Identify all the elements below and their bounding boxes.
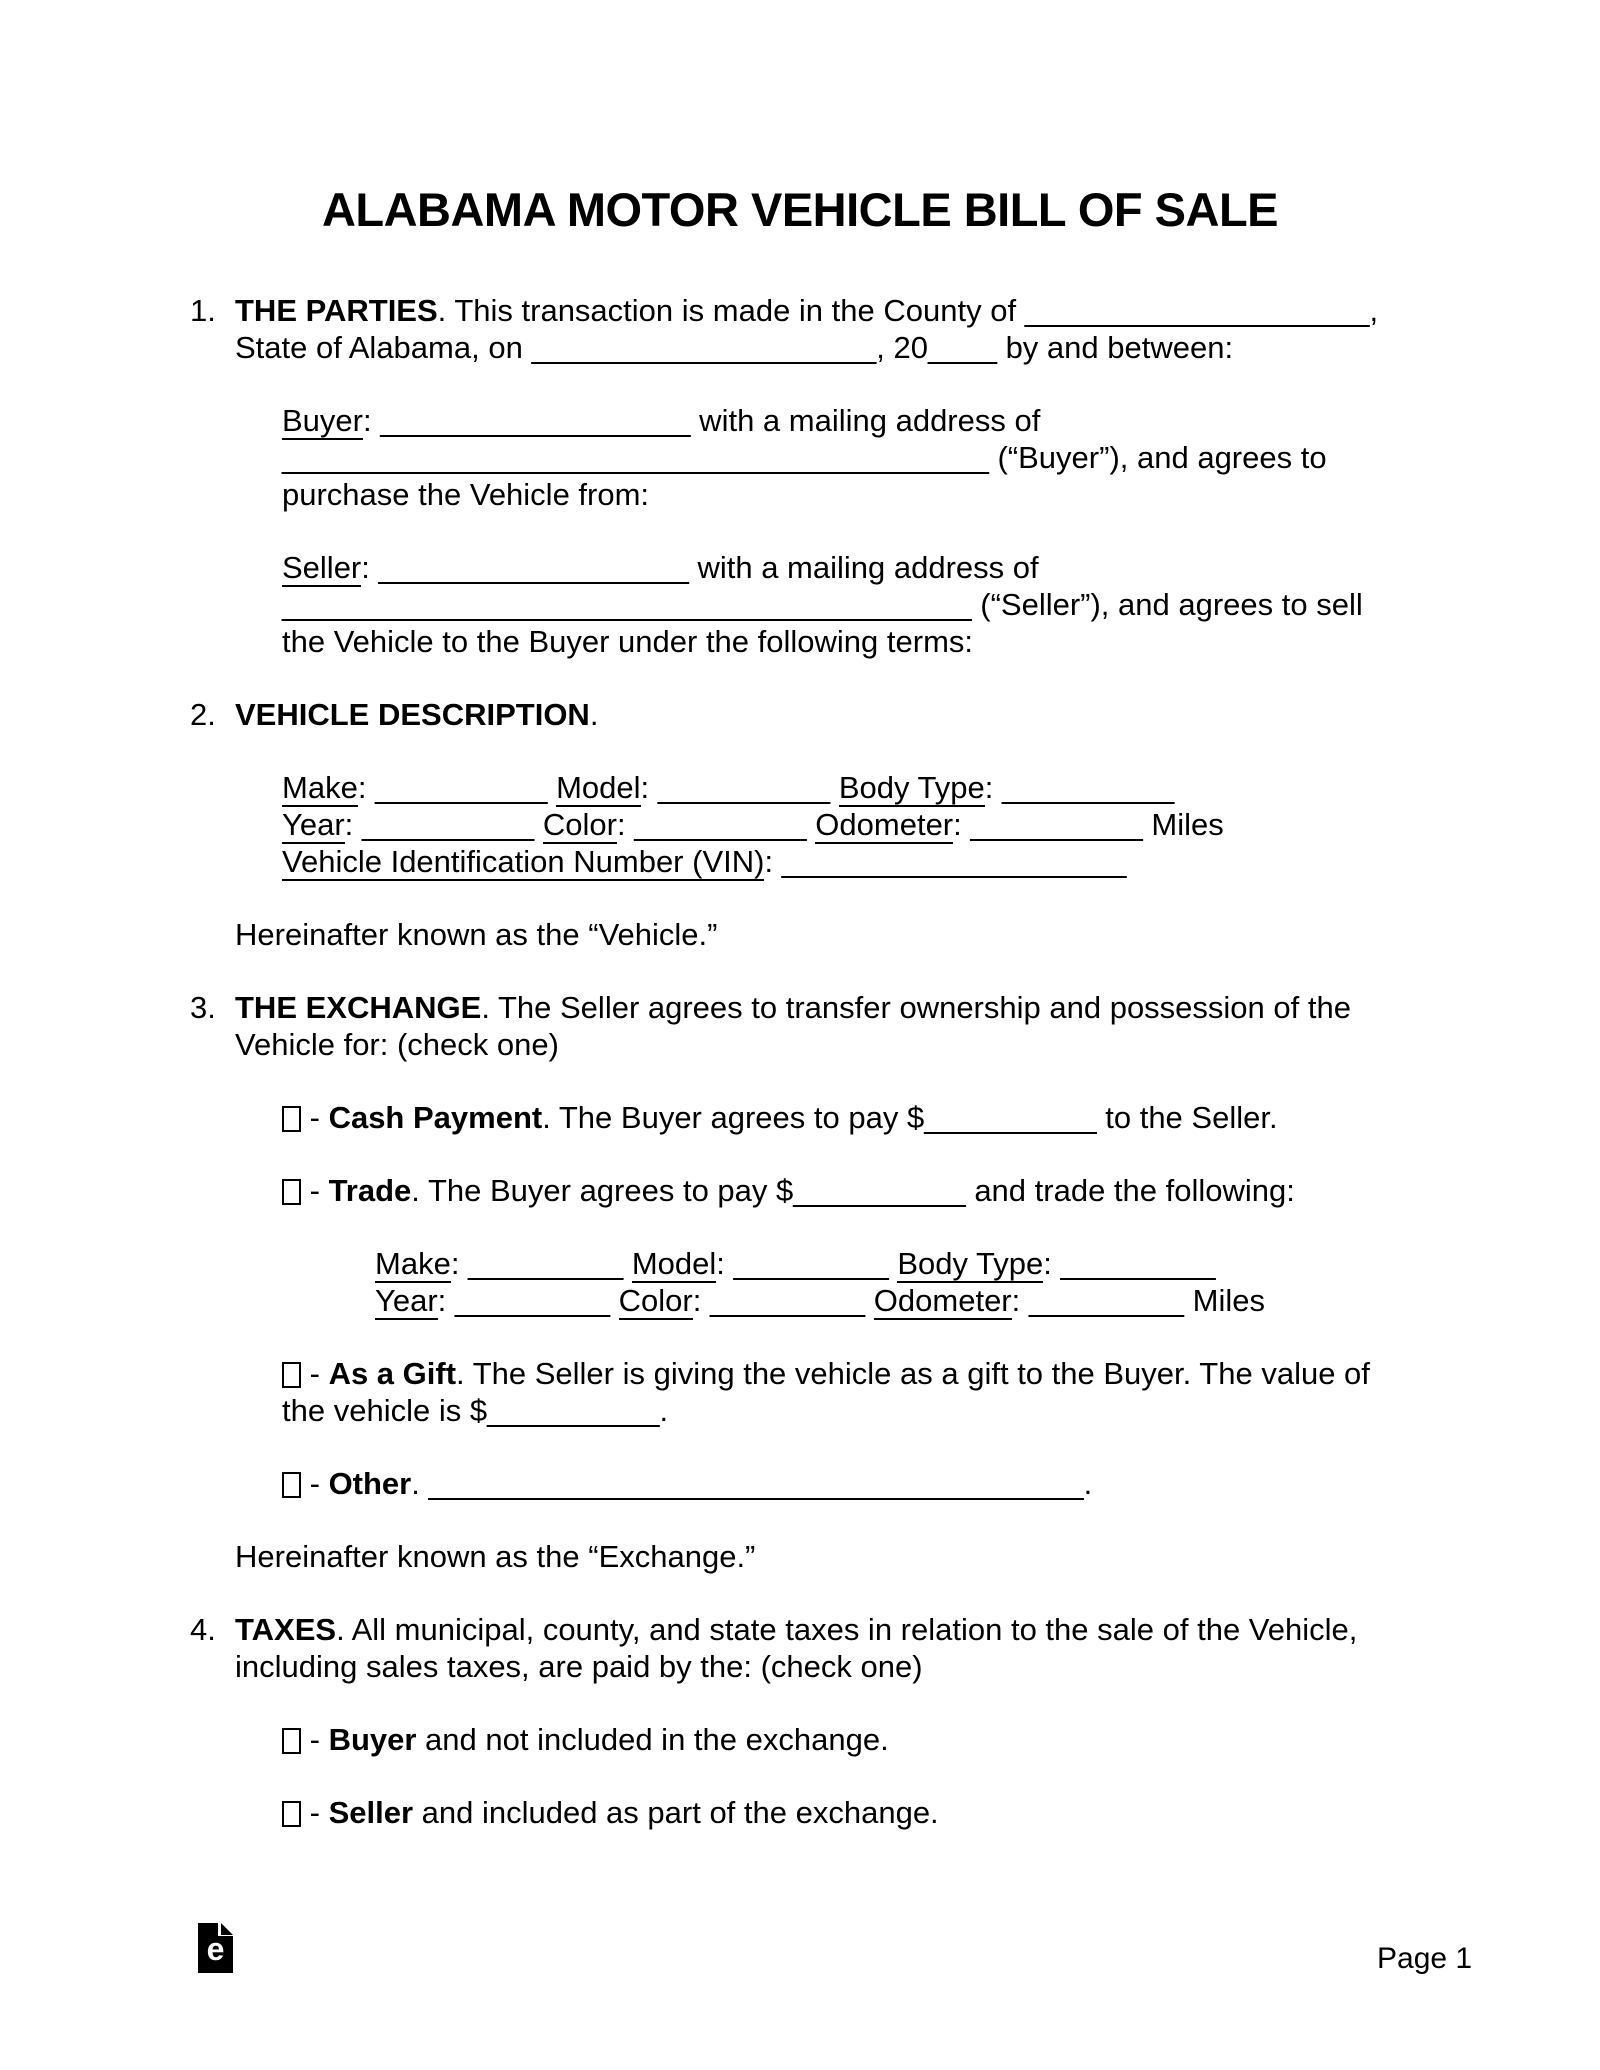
text-run: ,: [1369, 293, 1379, 328]
eforms-logo: [198, 1923, 233, 1973]
text-run: :: [640, 770, 658, 805]
section-taxes-intro: [190, 1611, 1410, 1685]
section-exchange-text: [235, 990, 1351, 1062]
text-run: [610, 1283, 619, 1318]
text-run: .: [659, 1393, 669, 1428]
text-run: Vehicle for: (check one): [235, 1027, 559, 1062]
checkbox-icon[interactable]: [282, 1362, 301, 1388]
text-run: :: [344, 807, 362, 842]
text-run: :: [617, 807, 635, 842]
underlined-label: Odometer: [873, 1283, 1012, 1318]
underlined-label: Body Type: [838, 770, 985, 805]
bold-text: VEHICLE DESCRIPTION: [235, 697, 590, 732]
underlined-label: Year: [282, 807, 345, 842]
blank-field[interactable]: ____________________: [531, 330, 877, 365]
bold-text: Buyer: [328, 1722, 417, 1757]
blank-field[interactable]: _________: [733, 1246, 889, 1281]
vehicle-hereinafter-note: [235, 916, 1410, 953]
text-run: :: [984, 770, 1002, 805]
blank-field[interactable]: __________: [657, 770, 831, 805]
checkbox-icon[interactable]: [282, 1179, 301, 1205]
logo-letter: e: [206, 1931, 225, 1967]
text-run: -: [301, 1173, 329, 1208]
text-run: :: [437, 1283, 455, 1318]
text-run: . All municipal, county, and state taxes in relation to the sale of the Vehicle,: [336, 1612, 1358, 1647]
text-run: :: [1011, 1283, 1029, 1318]
seller-paragraph: [282, 549, 1410, 660]
bold-text: Trade: [328, 1173, 412, 1208]
text-run: :: [692, 1283, 710, 1318]
blank-field[interactable]: ______________________________________: [428, 1466, 1084, 1501]
underlined-label: Color: [618, 1283, 693, 1318]
underlined-label: Make: [375, 1246, 451, 1281]
text-run: Miles: [1142, 807, 1224, 842]
text-run: Hereinafter known as the “Exchange.”: [235, 1539, 756, 1574]
exchange-option-cash: [282, 1099, 1410, 1136]
text-run: [807, 807, 816, 842]
buyer-paragraph: [282, 402, 1410, 513]
checkbox-icon[interactable]: [282, 1801, 301, 1827]
bold-text: THE PARTIES: [235, 293, 438, 328]
text-run: to the Seller.: [1096, 1100, 1278, 1135]
text-run: purchase the Vehicle from:: [282, 477, 650, 512]
text-run: .: [1083, 1466, 1093, 1501]
vehicle-description-heading-text: [235, 697, 598, 732]
text-run: :: [953, 807, 971, 842]
exchange-option-trade: [282, 1172, 1410, 1209]
section-number-3: 3.: [190, 990, 216, 1025]
section-vehicle-description-heading: [190, 696, 1410, 733]
underlined-label: Year: [375, 1283, 438, 1318]
text-run: :: [764, 844, 782, 879]
text-run: the vehicle is $: [282, 1393, 488, 1428]
text-run: and included as part of the exchange.: [413, 1795, 939, 1830]
blank-field[interactable]: __________: [487, 1393, 660, 1428]
text-run: [547, 770, 556, 805]
blank-field[interactable]: ____________________: [781, 844, 1127, 879]
taxes-option-buyer: [282, 1721, 1410, 1758]
text-run: .: [589, 697, 599, 732]
text-run: . The Seller agrees to transfer ownership and possession of the: [481, 990, 1351, 1025]
text-run: -: [301, 1722, 329, 1757]
blank-field[interactable]: __________: [924, 1100, 1097, 1135]
underlined-label: Vehicle Identification Number (VIN): [282, 844, 765, 879]
underlined-label: Model: [631, 1246, 717, 1281]
vehicle-description-fields: [282, 769, 1410, 880]
bold-text: Other: [328, 1466, 412, 1501]
page-number: Page 1: [1377, 1942, 1473, 1975]
page-title: ALABAMA MOTOR VEHICLE BILL OF SALE: [321, 183, 1279, 236]
text-run: :: [716, 1246, 734, 1281]
blank-field[interactable]: _________: [454, 1283, 611, 1318]
text-run: :: [1043, 1246, 1061, 1281]
blank-field[interactable]: __________: [1001, 770, 1175, 805]
text-run: Hereinafter known as the “Vehicle.”: [235, 917, 718, 952]
underlined-label: Color: [542, 807, 618, 842]
blank-field[interactable]: __________: [793, 1173, 966, 1208]
exchange-hereinafter-note: [235, 1538, 1410, 1575]
text-run: :: [450, 1246, 469, 1281]
blank-field[interactable]: ____________________: [1024, 293, 1370, 328]
text-run: and not included in the exchange.: [416, 1722, 889, 1757]
text-run: and trade the following:: [965, 1173, 1295, 1208]
text-run: with a mailing address of: [690, 403, 1041, 438]
underlined-label: Model: [556, 770, 641, 805]
text-run: :: [361, 550, 379, 585]
section-parties-text: [235, 293, 1378, 365]
section-taxes-text: [235, 1612, 1357, 1684]
section-number-1: 1.: [190, 293, 216, 328]
checkbox-icon[interactable]: [282, 1472, 301, 1498]
text-run: (“Buyer”), and agrees to: [988, 440, 1327, 475]
text-run: including sales taxes, are paid by the: (check one): [235, 1649, 923, 1684]
text-run: Miles: [1184, 1283, 1265, 1318]
text-run: -: [301, 1100, 329, 1135]
text-run: with a mailing address of: [688, 550, 1039, 585]
blank-field[interactable]: ____: [927, 330, 997, 365]
underlined-label: Body Type: [897, 1246, 1044, 1281]
text-run: -: [301, 1466, 329, 1501]
bold-text: THE EXCHANGE: [235, 990, 482, 1025]
taxes-option-seller: [282, 1794, 1410, 1831]
checkbox-icon[interactable]: [282, 1728, 301, 1754]
section-exchange-intro: [190, 989, 1410, 1063]
text-run: [830, 770, 839, 805]
blank-field[interactable]: ________________________________________: [282, 587, 972, 622]
section-number-4: 4.: [190, 1612, 216, 1647]
blank-field[interactable]: _________: [468, 1246, 624, 1281]
text-run: State of Alabama, on: [235, 330, 532, 365]
bold-text: As a Gift: [328, 1356, 457, 1391]
bold-text: TAXES: [235, 1612, 337, 1647]
text-run: :: [357, 770, 376, 805]
blank-field[interactable]: _________________________________________: [282, 440, 989, 475]
blank-field[interactable]: __________: [970, 807, 1143, 842]
text-run: -: [301, 1795, 329, 1830]
exchange-option-other: [282, 1465, 1410, 1502]
underlined-label: Buyer: [282, 403, 363, 438]
text-run: :: [362, 403, 381, 438]
blank-field[interactable]: _________: [710, 1283, 866, 1318]
blank-field[interactable]: _________: [1060, 1246, 1216, 1281]
blank-field[interactable]: _________: [1028, 1283, 1185, 1318]
text-run: . The Seller is giving the vehicle as a gift to the Buyer. The value of: [456, 1356, 1370, 1391]
bold-text: Seller: [328, 1795, 414, 1830]
blank-field[interactable]: __________: [634, 807, 807, 842]
text-run: by and between:: [996, 330, 1234, 365]
exchange-option-gift: [282, 1355, 1410, 1429]
underlined-label: Make: [282, 770, 358, 805]
underlined-label: Odometer: [815, 807, 954, 842]
trade-vehicle-fields: [375, 1245, 1410, 1319]
text-run: (“Seller”), and agrees to sell: [971, 587, 1363, 622]
text-run: the Vehicle to the Buyer under the following terms:: [282, 624, 974, 659]
underlined-label: Seller: [282, 550, 362, 585]
text-run: .: [411, 1466, 429, 1501]
bold-text: Cash Payment: [328, 1100, 543, 1135]
text-run: [623, 1246, 632, 1281]
blank-field[interactable]: __________: [361, 807, 535, 842]
section-number-2: 2.: [190, 697, 216, 732]
checkbox-icon[interactable]: [282, 1106, 301, 1132]
text-run: . The Buyer agrees to pay $: [542, 1100, 925, 1135]
text-run: [534, 807, 543, 842]
blank-field[interactable]: __________________: [380, 403, 691, 438]
text-run: , 20: [876, 330, 928, 365]
text-run: [865, 1283, 874, 1318]
blank-field[interactable]: __________________: [378, 550, 689, 585]
text-run: -: [301, 1356, 329, 1391]
blank-field[interactable]: __________: [375, 770, 548, 805]
text-run: . The Buyer agrees to pay $: [411, 1173, 794, 1208]
text-run: . This transaction is made in the County of: [437, 293, 1025, 328]
section-parties-intro: [190, 292, 1410, 366]
